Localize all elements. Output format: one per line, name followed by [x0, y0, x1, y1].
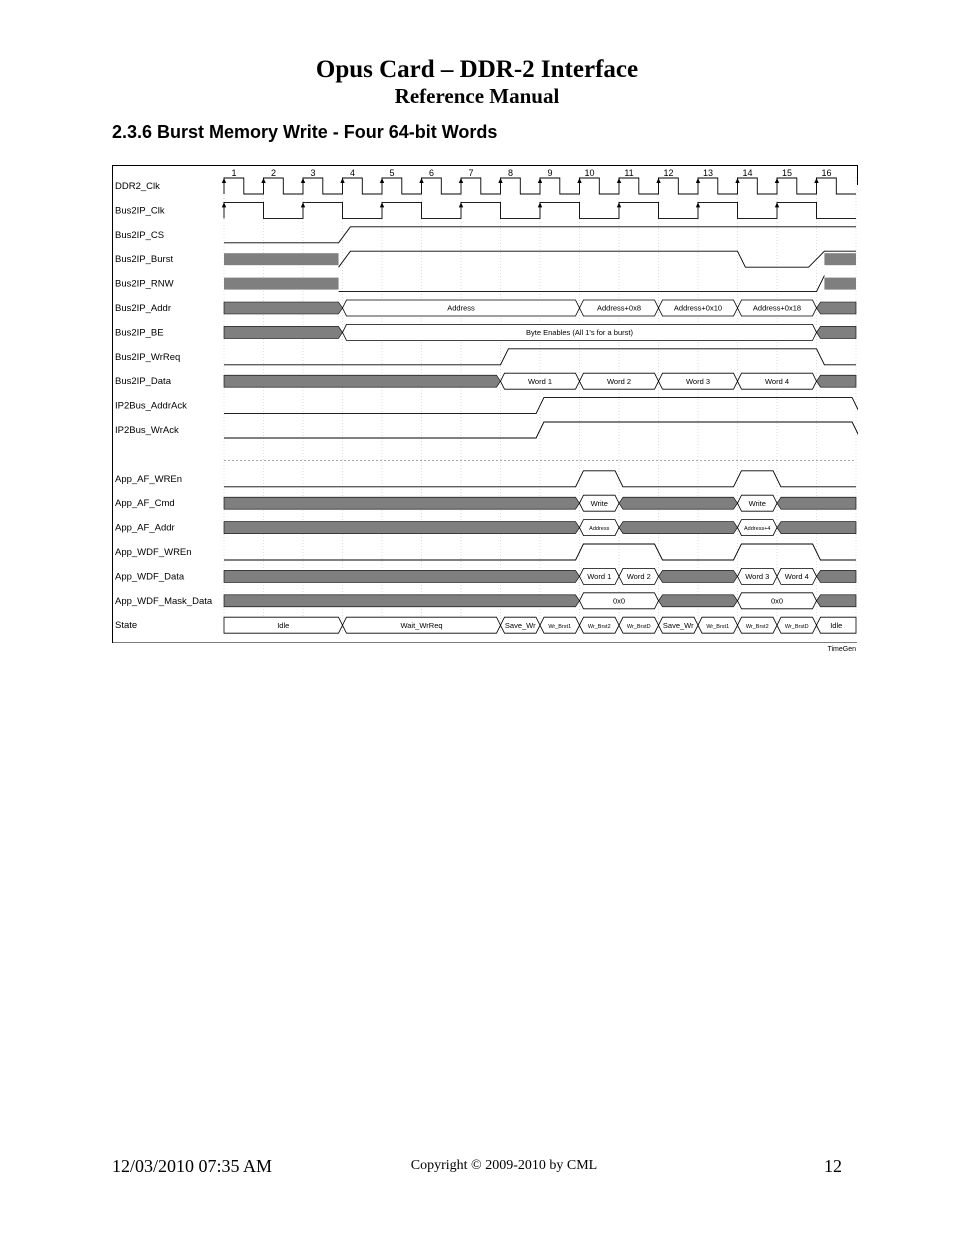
bus-undefined [224, 326, 343, 338]
clock-number: 7 [468, 168, 474, 178]
signal-label: App_WDF_WREn [115, 547, 192, 558]
bus-value-label: Wr_BrstD [784, 623, 809, 630]
clock-number: 6 [428, 168, 435, 178]
clock-edge-arrow [656, 178, 660, 183]
clock-number: 10 [584, 168, 595, 178]
bus-value-label: Save_Wr [662, 620, 694, 630]
clock-edge-arrow [577, 178, 581, 183]
bus-undefined [224, 375, 501, 387]
undefined-region [824, 278, 856, 290]
clock-edge-arrow [498, 178, 502, 183]
clock-edge-arrow [380, 202, 384, 207]
bus-value-label: Wr_Brst2 [587, 623, 611, 630]
bus-undefined [817, 302, 857, 314]
bus-value-label: Word 3 [745, 572, 770, 581]
clock-edge-arrow [459, 178, 463, 183]
clock-edge-arrow [340, 178, 344, 183]
signal-label: DDR2_Clk [115, 181, 160, 192]
undefined-region [224, 278, 339, 290]
bus-undefined [817, 595, 857, 607]
bus-value-label: Wr_Brst1 [706, 623, 730, 630]
clock-number: 16 [821, 168, 832, 178]
bus-value-label: Address+0x18 [752, 303, 802, 313]
bus-undefined [224, 302, 343, 314]
bus-value-label: Address [589, 526, 610, 533]
footer-page-number: 12 [824, 1156, 842, 1176]
bus-undefined [817, 326, 857, 338]
clock-number: 11 [624, 168, 634, 178]
signal-label: App_WDF_Data [115, 571, 185, 583]
bus-undefined [224, 522, 580, 534]
bus-undefined [817, 570, 857, 582]
signal-waveform [224, 471, 856, 487]
clock-edge-arrow [380, 178, 384, 183]
signal-label: State [115, 620, 138, 632]
signal-label: Bus2IP_Clk [115, 205, 165, 217]
signal-label: App_AF_Addr [115, 522, 175, 534]
clock-number: 1 [231, 168, 237, 178]
clock-number: 5 [389, 168, 395, 178]
clock-edge-arrow [419, 178, 423, 183]
clock-edge-arrow [814, 178, 818, 183]
bus-value-label: Idle [830, 620, 843, 630]
clock-number: 9 [547, 168, 553, 178]
signal-label: Bus2IP_Burst [115, 254, 174, 266]
section-heading: 2.3.6 Burst Memory Write - Four 64-bit Words [112, 122, 498, 142]
bus-undefined [224, 497, 580, 509]
signal-waveform [339, 276, 825, 292]
clock-edge-arrow [301, 202, 305, 207]
signal-label: Bus2IP_BE [115, 327, 164, 339]
clock-edge-arrow [696, 202, 700, 207]
bus-value-label: Word 3 [685, 376, 711, 386]
signal-waveform [339, 251, 856, 267]
undefined-region [224, 253, 339, 265]
bus-undefined [817, 375, 857, 387]
clock-edge-arrow [735, 178, 739, 183]
bus-value-label: Word 4 [784, 572, 809, 581]
bus-undefined [777, 497, 856, 509]
clock-edge-arrow [538, 202, 542, 207]
bus-undefined [224, 570, 580, 582]
clock-number: 4 [349, 168, 356, 178]
clock-edge-arrow [696, 178, 700, 183]
bus-value-label: Address+0x10 [673, 303, 723, 313]
bus-undefined [224, 595, 580, 607]
clock-number: 8 [507, 168, 514, 178]
signal-label: IP2Bus_AddrAck [115, 400, 187, 412]
clock-number: 2 [270, 168, 277, 178]
document-title: Opus Card – DDR-2 Interface [315, 56, 639, 83]
clock-number: 14 [742, 168, 753, 178]
signal-label: App_AF_Cmd [115, 498, 175, 510]
signal-label: IP2Bus_WrAck [115, 425, 179, 436]
timing-diagram [112, 165, 858, 655]
clock-edge-arrow [617, 202, 621, 207]
bus-value-label: Wait_WrReq [400, 620, 443, 630]
footer-copyright: Copyright © 2009-2010 by CML [410, 1158, 598, 1173]
signal-waveform [224, 398, 858, 414]
clock-edge-arrow [538, 178, 542, 183]
clock-edge-arrow [222, 202, 226, 207]
bus-value-label: Word 4 [764, 376, 790, 386]
bus-value-label: Word 2 [626, 572, 651, 581]
bus-undefined [619, 497, 738, 509]
footer-date: 12/03/2010 07:35 AM [112, 1156, 273, 1176]
bus-value-label: 0x0 [770, 596, 784, 606]
bus-value-label: Write [590, 498, 608, 508]
bus-value-label: Idle [277, 620, 290, 630]
signal-label: Bus2IP_WrReq [115, 351, 181, 363]
bus-undefined [659, 595, 738, 607]
bus-undefined [777, 522, 856, 534]
clock-edge-arrow [261, 178, 265, 183]
signal-label: Bus2IP_Addr [115, 303, 171, 314]
undefined-region [824, 253, 856, 265]
bus-value-label: Save_Wr [504, 620, 536, 630]
bus-value-label: Byte Enables (All 1's for a burst) [526, 328, 633, 337]
timegen-credit: TimeGen [827, 646, 856, 653]
bus-value-label: 0x0 [612, 596, 626, 606]
bus-value-label: Address+4 [744, 526, 771, 533]
bus-undefined [619, 522, 738, 534]
clock-edge-arrow [301, 178, 305, 183]
bus-value-label: Write [748, 498, 766, 508]
clock-edge-arrow [459, 202, 463, 207]
signal-waveform [224, 422, 858, 438]
bus-value-label: Address+0x8 [597, 303, 641, 313]
signal-label: Bus2IP_RNW [115, 278, 174, 290]
bus-value-label: Wr_Brst2 [745, 623, 769, 630]
timing-diagram-svg [112, 165, 858, 655]
signal-label: App_WDF_Mask_Data [115, 595, 213, 607]
bus-value-label: Word 2 [606, 376, 632, 386]
clock-number: 13 [702, 168, 714, 178]
bus-value-label: Word 1 [527, 376, 553, 386]
signal-label: Bus2IP_CS [115, 229, 165, 241]
document-subtitle: Reference Manual [394, 84, 560, 108]
bus-value-label: Wr_BrstD [626, 623, 651, 630]
bus-undefined [659, 570, 738, 582]
bus-value-label: Word 1 [587, 572, 612, 581]
bus-value-label: Address [447, 303, 475, 313]
signal-label: App_AF_WREn [115, 473, 183, 485]
clock-edge-arrow [775, 178, 779, 183]
clock-number: 12 [663, 168, 674, 178]
clock-number: 15 [781, 168, 793, 178]
signal-label: Bus2IP_Data [115, 376, 171, 388]
clock-edge-arrow [222, 178, 226, 183]
bus-value-label: Wr_Brst1 [548, 623, 572, 630]
clock-edge-arrow [775, 202, 779, 207]
clock-number: 3 [310, 168, 316, 178]
clock-edge-arrow [617, 178, 621, 183]
